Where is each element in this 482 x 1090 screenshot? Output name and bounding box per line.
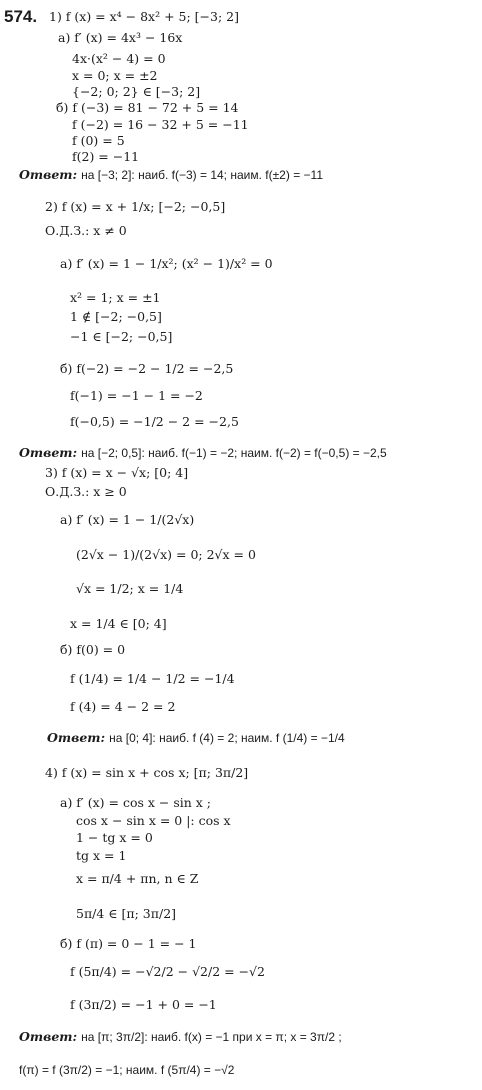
part4-b-f-5pi4: f (5π/4) = −√2/2 − √2/2 = −√2 — [70, 964, 265, 979]
answer-label: Ответ: — [19, 167, 78, 182]
part4-a-in: 5π/4 ∈ [π; 3π/2] — [76, 906, 177, 921]
part3-a-fraction: (2√x − 1)/(2√x) = 0; 2√x = 0 — [76, 547, 256, 562]
part2-b-f-minus05: f(−0,5) = −1/2 − 2 = −2,5 — [70, 414, 239, 429]
part4-statement: 4) f (x) = sin x + cos x; [π; 3π/2] — [45, 765, 249, 780]
part4-answer — [19, 1030, 342, 1045]
part1-b-f2: f(2) = −11 — [72, 149, 140, 164]
part4-a-derivative: а) f′ (x) = cos x − sin x ; — [60, 795, 212, 810]
part2-statement: 2) f (x) = x + 1/x; [−2; −0,5] — [45, 199, 226, 214]
part3-b-f4: f (4) = 4 − 2 = 2 — [70, 699, 176, 714]
part2-b-f-minus1: f(−1) = −1 − 1 = −2 — [70, 388, 203, 403]
part2-a-in: −1 ∈ [−2; −0,5] — [70, 329, 173, 344]
part4-b-f-pi: б) f (π) = 0 − 1 = − 1 — [60, 936, 197, 951]
part4-a-equation: cos x − sin x = 0 |: cos x — [76, 813, 231, 828]
answer-label: Ответ: — [47, 730, 106, 745]
answer-text: на [−2; 0,5]: наиб. f(−1) = −2; наим. f(−2) = f(−0,5) = −2,5 — [81, 446, 387, 460]
answer-label: Ответ: — [19, 1029, 78, 1044]
part2-a-notin: 1 ∉ [−2; −0,5] — [70, 309, 162, 324]
part3-b-f0: б) f(0) = 0 — [60, 642, 126, 657]
part1-b-f-minus3: б) f (−3) = 81 − 72 + 5 = 14 — [56, 100, 239, 115]
part3-a-in: x = 1/4 ∈ [0; 4] — [70, 616, 167, 631]
answer-label: Ответ: — [19, 445, 78, 460]
part4-b-f-3pi2: f (3π/2) = −1 + 0 = −1 — [70, 997, 217, 1012]
part1-a-set: {−2; 0; 2} ∈ [−3; 2] — [72, 84, 201, 99]
part3-b-f-quarter: f (1/4) = 1/4 − 1/2 = −1/4 — [70, 671, 235, 686]
part1-answer — [19, 168, 323, 183]
answer-text: на [−3; 2]: наиб. f(−3) = 14; наим. f(±2) = −11 — [81, 168, 323, 182]
part1-b-f0: f (0) = 5 — [72, 133, 125, 148]
part1-b-f-minus2: f (−2) = 16 − 32 + 5 = −11 — [72, 117, 249, 132]
part3-answer — [47, 731, 345, 746]
part4-a-solution: x = π/4 + πn, n ∈ Z — [76, 871, 199, 886]
part4-a-tg1: 1 − tg x = 0 — [76, 830, 153, 845]
part2-a-derivative: а) f′ (x) = 1 − 1/x²; (x² − 1)/x² = 0 — [60, 256, 273, 271]
part2-answer — [19, 446, 387, 461]
problem-number: 574. — [4, 7, 38, 26]
part2-a-square: x² = 1; x = ±1 — [70, 290, 161, 305]
part2-b-f-minus2: б) f(−2) = −2 − 1/2 = −2,5 — [60, 361, 234, 376]
part1-statement: 1) f (x) = x⁴ − 8x² + 5; [−3; 2] — [49, 9, 239, 24]
part3-a-sqrt: √x = 1/2; x = 1/4 — [76, 581, 184, 596]
part2-odz: О.Д.З.: x ≠ 0 — [45, 223, 127, 238]
part1-a-equation: 4x·(x² − 4) = 0 — [72, 51, 166, 66]
part4-a-tg2: tg x = 1 — [76, 848, 127, 863]
part1-a-derivative: а) f′ (x) = 4x³ − 16x — [58, 30, 183, 45]
part3-a-derivative: а) f′ (x) = 1 − 1/(2√x) — [60, 512, 195, 527]
part3-statement: 3) f (x) = x − √x; [0; 4] — [45, 465, 189, 480]
part1-a-roots: x = 0; x = ±2 — [72, 68, 158, 83]
part3-odz: О.Д.З.: x ≥ 0 — [45, 484, 127, 499]
part4-answer-line2: f(π) = f (3π/2) = −1; наим. f (5π/4) = −√2 — [19, 1063, 235, 1077]
answer-text-line1: на [π; 3π/2]: наиб. f(x) = −1 при x = π; x = 3π/2 ; — [81, 1030, 342, 1044]
answer-text: на [0; 4]: наиб. f (4) = 2; наим. f (1/4) = −1/4 — [109, 731, 345, 745]
